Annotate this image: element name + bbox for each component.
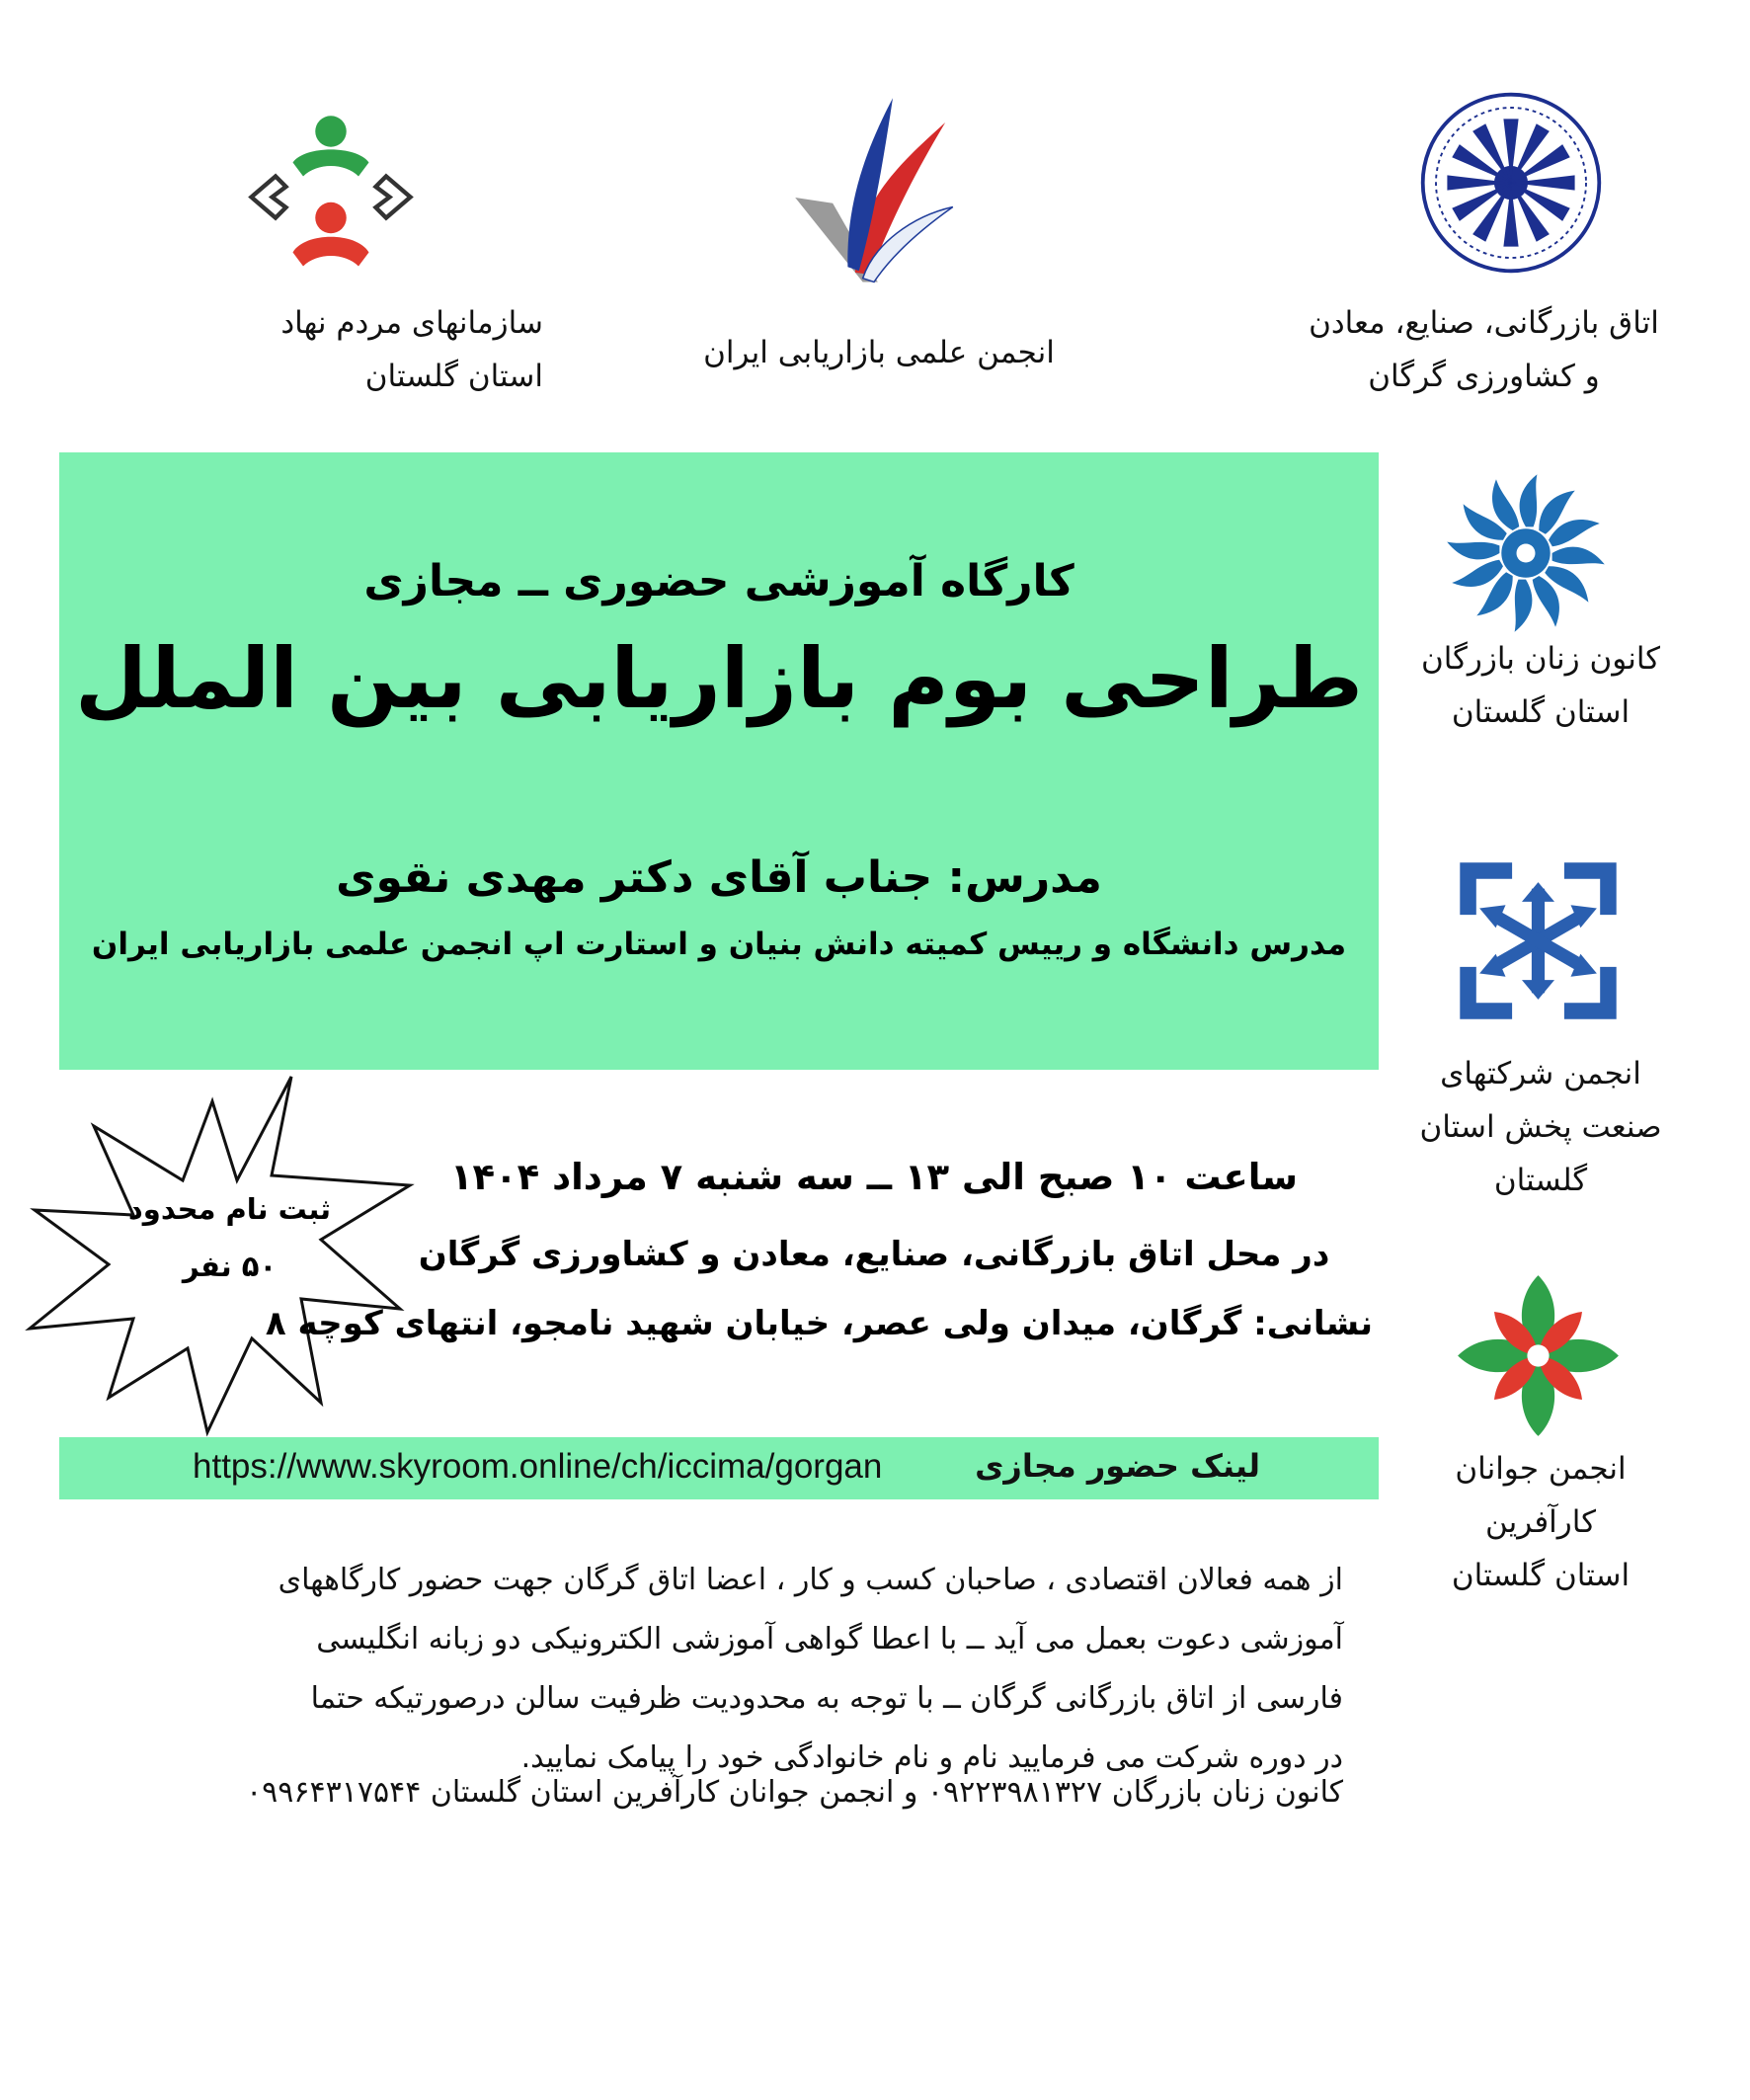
women-label: [1402, 632, 1679, 739]
instructor-description: مدرس دانشگاه و رییس کمیته دانش بنیان و استارت اپ انجمن علمی بازاریابی ایران: [91, 927, 1347, 962]
workshop-venue: در محل اتاق بازرگانی، صنایع، معادن و کشاورزی گرگان: [418, 1235, 1330, 1274]
young-entrepreneurs-logo: [1447, 1264, 1630, 1447]
invitation-line4: در دوره شرکت می فرمایید نام و نام خانوادگی خود را پیامک نمایید.: [520, 1740, 1343, 1775]
online-link-bar: [59, 1437, 1379, 1499]
invitation-line2: آموزشی دعوت بعمل می آید ــ با اعطا گواهی آموزشی الکترونیکی دو زبانه انگلیسی: [316, 1622, 1343, 1656]
ngo-label-line2: استان گلستان: [364, 359, 543, 394]
distribution-label-line3: گلستان: [1493, 1163, 1588, 1198]
ngo-logo: [242, 111, 420, 283]
chamber-label: [1274, 296, 1694, 403]
young-label-line2: کارآفرین: [1485, 1504, 1596, 1540]
distribution-label: [1388, 1047, 1694, 1207]
distribution-label-line1: انجمن شرکتهای: [1440, 1056, 1641, 1091]
ngo-label-line1: سازمانهای مردم نهاد: [280, 305, 543, 341]
marketing-label-line1: انجمن علمی بازاریابی ایران: [703, 335, 1055, 370]
invitation-line3: فارسی از اتاق بازرگانی گرگان ــ با توجه به محدودیت ظرفیت سالن درصورتیکه حتما: [310, 1681, 1343, 1716]
women-label-line1: کانون زنان بازرگان: [1420, 641, 1661, 677]
chamber-label-line2: و کشاورزی گرگان: [1368, 359, 1600, 394]
marketing-label: [642, 326, 1116, 379]
workshop-address: نشانی: گرگان، میدان ولی عصر، خیابان شهید نامجو، انتهای کوچه ۸: [265, 1304, 1373, 1343]
young-label-line3: استان گلستان: [1451, 1558, 1631, 1593]
workshop-title: طراحی بوم بازاریابی بین الملل: [75, 630, 1363, 727]
marketing-association-logo: [780, 94, 968, 301]
women-traders-logo: [1432, 459, 1620, 647]
instructor-name: مدرس: جناب آقای دکتر مهدی نقوی: [336, 852, 1102, 903]
registration-limit-line2: ۵۰ نفر: [182, 1250, 278, 1283]
chamber-label-line1: اتاق بازرگانی، صنایع، معادن: [1309, 305, 1659, 341]
distribution-label-line2: صنعت پخش استان: [1419, 1109, 1662, 1145]
workshop-datetime: ساعت ۱۰ صبح الی ۱۳ ــ سه شنبه ۷ مرداد ۱۴۰۴: [449, 1156, 1299, 1198]
young-label-line1: انجمن جوانان: [1455, 1451, 1627, 1487]
online-link-url[interactable]: https://www.skyroom.online/ch/iccima/gorgan: [193, 1447, 883, 1486]
workshop-panel: [59, 452, 1379, 1070]
invitation-line1: از همه فعالان اقتصادی ، صاحبان کسب و کار ، اعضا اتاق گرگان جهت حضور کارگاههای: [278, 1563, 1343, 1597]
workshop-type: کارگاه آموزشی حضوری ــ مجازی: [363, 556, 1074, 606]
online-link-label: لینک حضور مجازی: [975, 1447, 1260, 1485]
ngo-label: [148, 296, 543, 403]
invitation-paragraph: [128, 1551, 1343, 1788]
registration-limit: [99, 1180, 360, 1295]
women-label-line2: استان گلستان: [1451, 694, 1631, 730]
chamber-of-commerce-logo: [1417, 89, 1605, 277]
contact-numbers: کانون زنان بازرگان ۰۹۲۲۳۹۸۱۳۲۷ و انجمن جوانان کارآفرین استان گلستان ۰۹۹۶۴۳۱۷۵۴۴: [246, 1775, 1343, 1810]
distribution-association-logo: [1457, 859, 1620, 1022]
young-label: [1402, 1442, 1679, 1602]
registration-limit-line1: ثبت نام محدود: [127, 1192, 332, 1226]
